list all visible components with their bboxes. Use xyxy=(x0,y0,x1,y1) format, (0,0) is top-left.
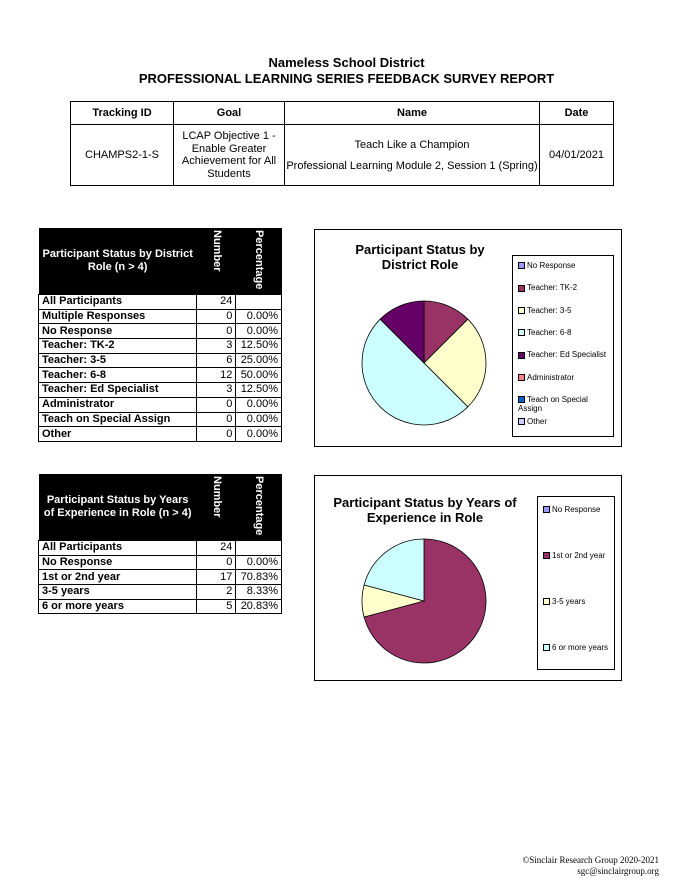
legend-swatch xyxy=(518,374,525,381)
table-row xyxy=(39,295,282,310)
table-row xyxy=(39,585,282,600)
table-row xyxy=(39,570,282,585)
row-percentage: 0.00% xyxy=(236,427,282,442)
chart-title: Participant Status by Years of Experience in Role xyxy=(333,495,517,525)
district-role-table xyxy=(38,228,282,442)
legend-label: Teacher: TK-2 xyxy=(527,283,578,293)
row-percentage: 50.00% xyxy=(236,368,282,383)
goal-header: Goal xyxy=(174,102,285,125)
legend-item xyxy=(543,643,608,652)
row-label: Teacher: 3-5 xyxy=(39,353,197,368)
row-label: 6 or more years xyxy=(39,599,197,614)
legend-swatch xyxy=(518,418,525,425)
legend-label: No Response xyxy=(552,505,601,514)
district-name: Nameless School District xyxy=(268,55,425,70)
row-label: Administrator xyxy=(39,397,197,412)
legend-item xyxy=(518,350,606,359)
legend-label: Teacher: 6-8 xyxy=(527,327,572,337)
legend-item xyxy=(543,551,605,560)
legend-swatch xyxy=(518,329,525,336)
table-row xyxy=(39,541,282,556)
table-row xyxy=(39,555,282,570)
chart-title: Participant Status by District Role xyxy=(355,242,485,272)
row-percentage: 0.00% xyxy=(236,555,282,570)
chart-legend xyxy=(512,255,614,437)
table-row xyxy=(39,397,282,412)
number-column-header: Number xyxy=(210,230,223,272)
legend-label: 6 or more years xyxy=(552,643,609,652)
legend-label: Teacher: 3-5 xyxy=(527,305,572,315)
legend-swatch xyxy=(518,396,525,403)
legend-label: Administrator xyxy=(527,372,575,382)
row-number: 6 xyxy=(197,353,236,368)
table-row xyxy=(39,599,282,614)
row-number: 0 xyxy=(197,324,236,339)
legend-swatch xyxy=(543,598,550,605)
legend-label: Other xyxy=(527,417,548,427)
row-label: Other xyxy=(39,427,197,442)
legend-label: 1st or 2nd year xyxy=(552,551,606,560)
row-percentage: 0.00% xyxy=(236,324,282,339)
row-label: Teacher: Ed Specialist xyxy=(39,383,197,398)
table-row xyxy=(39,412,282,427)
table-row xyxy=(39,324,282,339)
date-header: Date xyxy=(540,102,614,125)
legend-item xyxy=(543,505,600,514)
row-number: 3 xyxy=(197,383,236,398)
contact-email: sgc@sinclairgroup.org xyxy=(577,866,659,876)
row-number: 17 xyxy=(197,570,236,585)
legend-label: Teach on Special Assign xyxy=(518,394,588,413)
legend-item xyxy=(518,417,547,426)
report-title xyxy=(0,55,693,87)
legend-label: Teacher: Ed Specialist xyxy=(527,350,607,360)
legend-swatch xyxy=(518,307,525,314)
legend-item xyxy=(543,597,585,606)
table-row xyxy=(39,368,282,383)
experience-table xyxy=(38,474,282,614)
row-percentage: 20.83% xyxy=(236,599,282,614)
legend-label: No Response xyxy=(527,261,576,270)
row-percentage: 70.83% xyxy=(236,570,282,585)
row-percentage: 8.33% xyxy=(236,585,282,600)
tracking-id-header: Tracking ID xyxy=(71,102,174,125)
number-column-header: Number xyxy=(210,476,223,518)
row-percentage: 25.00% xyxy=(236,353,282,368)
tracking-table xyxy=(70,101,614,186)
row-percentage: 0.00% xyxy=(236,412,282,427)
row-label: Multiple Responses xyxy=(39,309,197,324)
row-number: 0 xyxy=(197,427,236,442)
row-number: 3 xyxy=(197,339,236,354)
report-name: PROFESSIONAL LEARNING SERIES FEEDBACK SURVEY REPORT xyxy=(138,71,555,86)
row-number: 24 xyxy=(197,541,236,556)
table-row xyxy=(39,427,282,442)
legend-swatch xyxy=(543,644,550,651)
percentage-column-header: Percentage xyxy=(253,230,266,290)
row-label: All Participants xyxy=(39,295,197,310)
session-detail: Professional Learning Module 2, Session 1 (Spring) xyxy=(286,159,538,172)
row-number: 0 xyxy=(197,309,236,324)
table-row xyxy=(39,339,282,354)
row-percentage: 0.00% xyxy=(236,309,282,324)
row-percentage: 12.50% xyxy=(236,339,282,354)
legend-swatch xyxy=(518,285,525,292)
experience-table-title: Participant Status by Years of Experience in Role (n > 4) xyxy=(43,494,192,519)
legend-item xyxy=(518,395,613,413)
row-percentage xyxy=(236,295,282,310)
goal-value: LCAP Objective 1 -Enable Greater Achievement for All Students xyxy=(174,125,285,186)
row-percentage: 0.00% xyxy=(236,397,282,412)
legend-label: 3-5 years xyxy=(552,597,586,606)
experience-chart xyxy=(314,475,622,681)
row-number: 0 xyxy=(197,397,236,412)
chart-legend xyxy=(537,496,615,670)
name-header: Name xyxy=(285,102,540,125)
row-label: No Response xyxy=(39,555,197,570)
row-number: 0 xyxy=(197,555,236,570)
legend-item xyxy=(518,373,574,382)
legend-swatch xyxy=(518,352,525,359)
tracking-id-value: CHAMPS2-1-S xyxy=(71,125,174,186)
row-label: 3-5 years xyxy=(39,585,197,600)
row-number: 2 xyxy=(197,585,236,600)
row-label: Teacher: TK-2 xyxy=(39,339,197,354)
legend-item xyxy=(518,306,571,315)
row-number: 0 xyxy=(197,412,236,427)
row-label: All Participants xyxy=(39,541,197,556)
name-value xyxy=(285,125,540,186)
row-number: 12 xyxy=(197,368,236,383)
date-value: 04/01/2021 xyxy=(540,125,614,186)
row-percentage xyxy=(236,541,282,556)
percentage-column-header: Percentage xyxy=(253,476,266,536)
district-role-table-title: Participant Status by District Role (n > 4) xyxy=(42,248,193,273)
row-label: No Response xyxy=(39,324,197,339)
row-number: 24 xyxy=(197,295,236,310)
table-row xyxy=(39,353,282,368)
footer xyxy=(522,855,659,877)
legend-item xyxy=(518,328,571,337)
row-label: 1st or 2nd year xyxy=(39,570,197,585)
table-row xyxy=(39,383,282,398)
row-label: Teacher: 6-8 xyxy=(39,368,197,383)
row-number: 5 xyxy=(197,599,236,614)
copyright: ©Sinclair Research Group 2020-2021 xyxy=(522,855,659,865)
legend-item xyxy=(518,283,577,292)
legend-swatch xyxy=(518,262,525,269)
row-percentage: 12.50% xyxy=(236,383,282,398)
legend-swatch xyxy=(543,552,550,559)
session-title: Teach Like a Champion xyxy=(354,138,470,151)
row-label: Teach on Special Assign xyxy=(39,412,197,427)
legend-item xyxy=(518,261,575,270)
table-row xyxy=(39,309,282,324)
district-role-chart xyxy=(314,229,622,447)
legend-swatch xyxy=(543,506,550,513)
